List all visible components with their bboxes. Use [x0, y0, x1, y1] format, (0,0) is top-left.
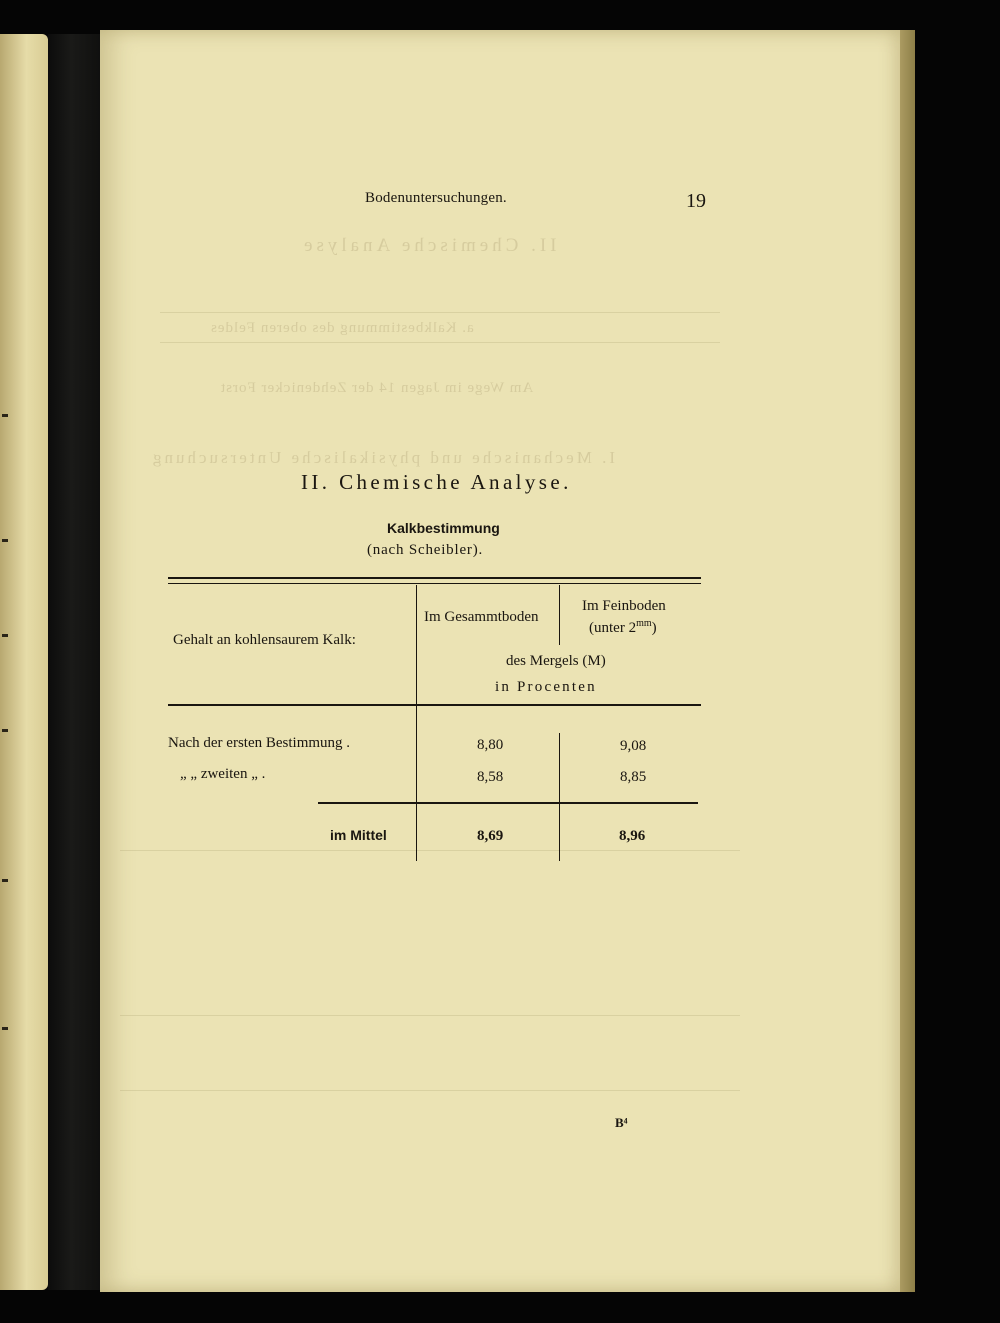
bleed-through-text: II. Chemische Analyse [300, 235, 557, 256]
facing-page-mark [2, 879, 8, 882]
column-divider [559, 585, 560, 645]
mean-gesammtboden: 8,69 [477, 828, 504, 844]
page-number: 19 [686, 190, 706, 212]
grain-note-prefix: (unter 2 [589, 620, 637, 636]
table-title: Kalkbestimmung [387, 520, 500, 536]
total-rule [318, 802, 698, 804]
value-gesammtboden: 8,58 [477, 769, 504, 785]
row-label: Nach der ersten Bestimmung . [168, 735, 351, 751]
facing-page-edge [0, 34, 48, 1290]
book-gutter [48, 34, 106, 1290]
value-feinboden: 9,08 [620, 738, 647, 754]
signature-mark: B⁴ [615, 1115, 628, 1130]
feinboden-grain-note [589, 618, 657, 637]
section-title: II. Chemische Analyse. [301, 470, 572, 494]
table-method-note: (nach Scheibler). [367, 542, 484, 558]
bleed-through-text: I. Mechanische und physikalische Untersuchung [150, 448, 615, 467]
bleed-through-rule [160, 342, 720, 343]
bleed-through-rule [120, 1015, 740, 1016]
facing-page-mark [2, 414, 8, 417]
book-page [100, 30, 900, 1292]
table-top-rule [168, 577, 701, 579]
column-header-feinboden: Im Feinboden [582, 598, 666, 614]
row-label: „ „ zweiten „ . [180, 766, 266, 782]
bleed-through-text: Am Wege im Jagen 14 der Zehdenicker Forst [220, 380, 534, 396]
running-head: Bodenuntersuchungen. [365, 190, 507, 206]
value-feinboden: 8,85 [620, 769, 647, 785]
span-header-procenten: in Procenten [495, 679, 597, 695]
column-divider [559, 733, 560, 861]
facing-page-mark [2, 539, 8, 542]
facing-page-mark [2, 1027, 8, 1030]
column-divider [416, 585, 417, 861]
header-bottom-rule [168, 704, 701, 706]
facing-page-mark [2, 729, 8, 732]
grain-note-unit: mm [636, 618, 652, 629]
row-header: Gehalt an kohlensaurem Kalk: [173, 632, 356, 648]
bleed-through-rule [160, 312, 720, 313]
bleed-through-text: a. Kalkbestimmung des oberen Feldes [210, 320, 474, 336]
facing-page-mark [2, 634, 8, 637]
grain-note-suffix: ) [651, 620, 657, 636]
bleed-through-rule [120, 1090, 740, 1091]
bleed-through-rule [120, 850, 740, 851]
column-header-gesammtboden: Im Gesammtboden [424, 609, 539, 625]
span-header-mergel: des Mergels (M) [506, 653, 606, 669]
value-gesammtboden: 8,80 [477, 737, 504, 753]
table-top-rule-thin [168, 583, 701, 584]
mean-label: im Mittel [330, 827, 387, 843]
mean-feinboden: 8,96 [619, 828, 646, 844]
